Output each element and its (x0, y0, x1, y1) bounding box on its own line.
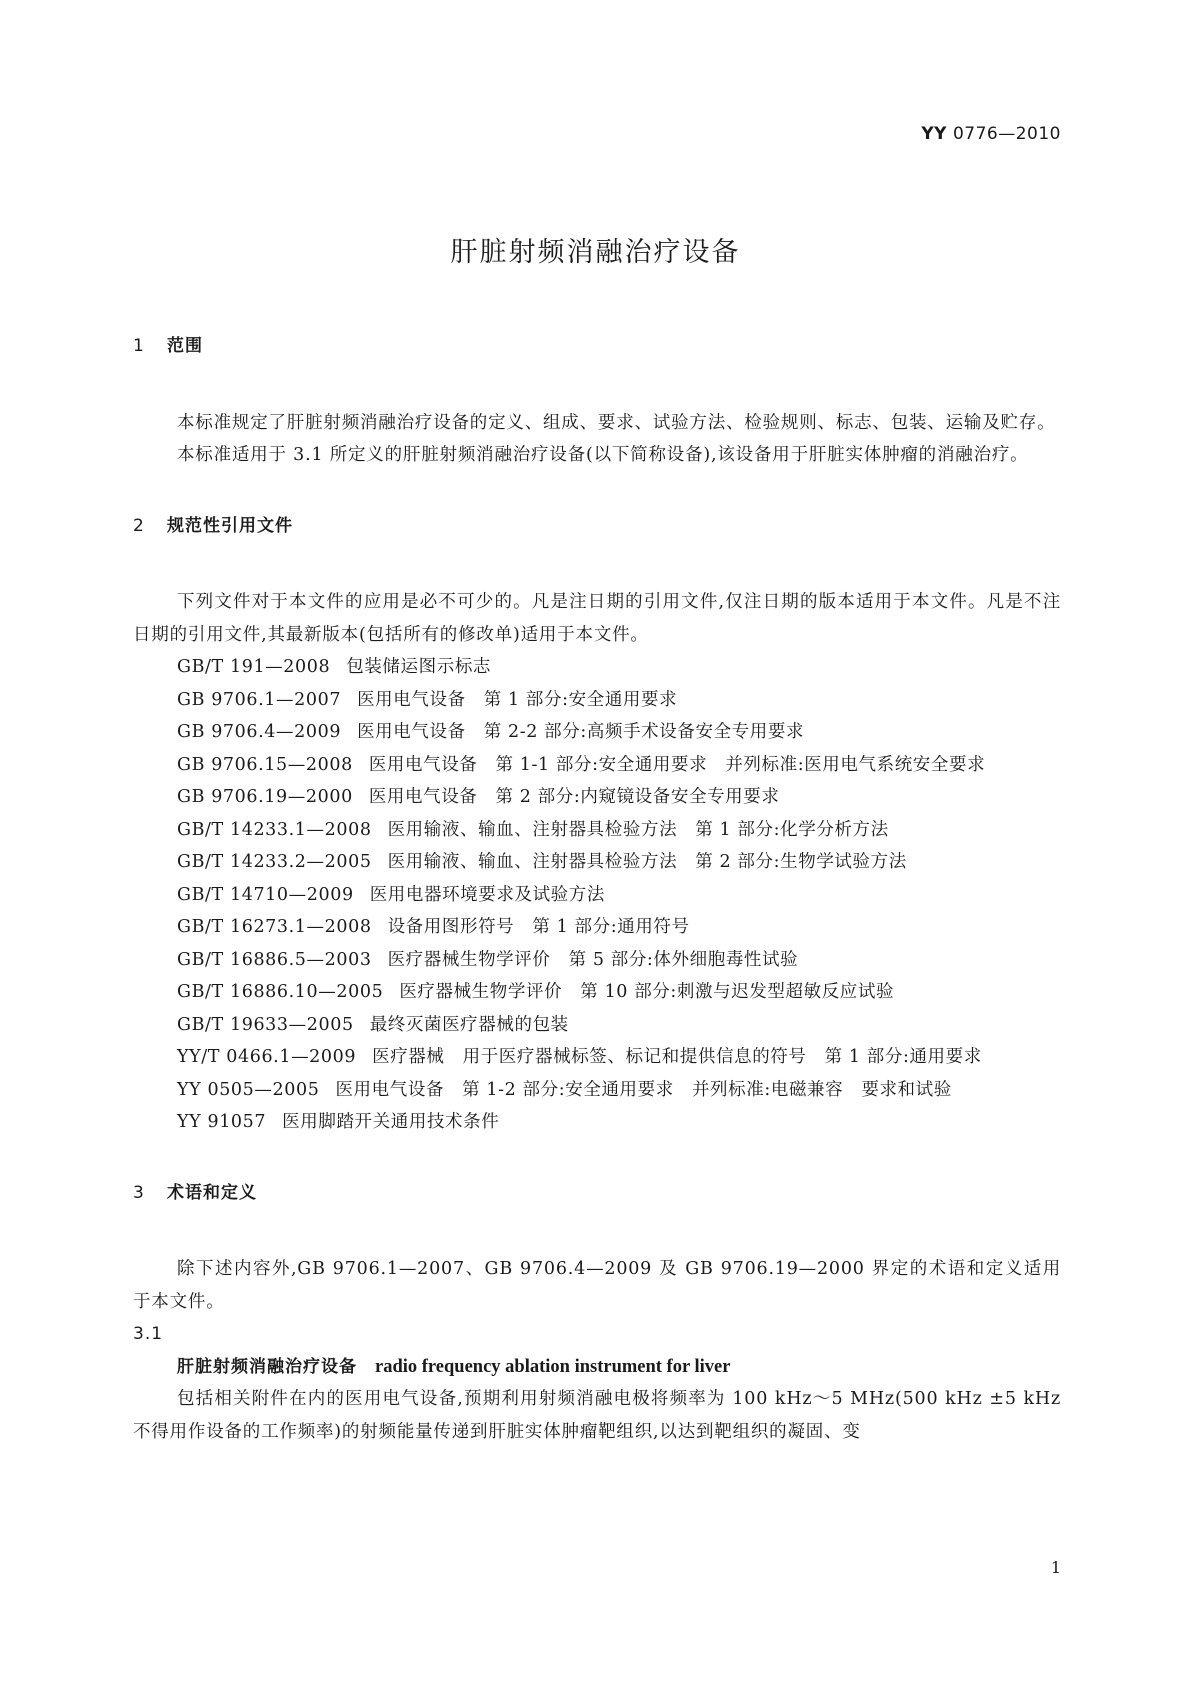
section-title: 规范性引用文件 (167, 515, 293, 536)
reference-code: GB/T 14233.1—2008 (177, 819, 372, 840)
reference-item (133, 716, 1061, 749)
reference-title: 医用电器环境要求及试验方法 (369, 884, 605, 905)
reference-title: 医用输液、输血、注射器具检验方法 第 1 部分:化学分析方法 (387, 819, 889, 840)
reference-item (133, 1106, 1061, 1139)
paragraph: 本标准适用于 3.1 所定义的肝脏射频消融治疗设备(以下简称设备),该设备用于肝脏实体肿瘤的消融治疗。 (177, 445, 1029, 465)
reference-code: YY/T 0466.1—2009 (177, 1047, 357, 1067)
reference-title: 医疗器械生物学评价 第 10 部分:刺激与迟发型超敏反应试验 (399, 982, 895, 1002)
reference-code: YY 91057 (177, 1112, 267, 1132)
reference-title: 医用输液、输血、注射器具检验方法 第 2 部分:生物学试验方法 (387, 852, 907, 872)
section-number: 2 (133, 515, 145, 536)
reference-title: 设备用图形符号 第 1 部分:通用符号 (387, 917, 690, 937)
reference-title: 医用电气设备 第 2-2 部分:高频手术设备安全专用要求 (357, 722, 805, 742)
reference-code: GB 9706.15—2008 (177, 754, 353, 775)
reference-title: 医用电气设备 第 1-1 部分:安全通用要求 并列标准:医用电气系统安全要求 (368, 754, 986, 775)
reference-code: GB/T 19633—2005 (177, 1014, 354, 1035)
reference-item (133, 879, 1061, 912)
reference-code: YY 0505—2005 (177, 1079, 320, 1100)
reference-title: 医疗器械生物学评价 第 5 部分:体外细胞毒性试验 (387, 949, 799, 970)
reference-list (133, 651, 1061, 1139)
reference-item (133, 1009, 1061, 1042)
clause-number: 3.1 (133, 1324, 164, 1344)
term-entry (133, 1351, 1061, 1384)
reference-title: 医用电气设备 第 1-2 部分:安全通用要求 并列标准:电磁兼容 要求和试验 (335, 1079, 952, 1100)
reference-item (133, 749, 1061, 782)
reference-code: GB/T 16273.1—2008 (177, 917, 372, 937)
document-title: 肝脏射频消融治疗设备 (450, 237, 741, 268)
reference-code: GB/T 14233.2—2005 (177, 852, 372, 872)
reference-title: 医用电气设备 第 2 部分:内窥镜设备安全专用要求 (368, 787, 780, 807)
reference-item (133, 911, 1061, 944)
reference-code: GB/T 191—2008 (177, 657, 331, 677)
reference-item (133, 944, 1061, 977)
reference-code: GB/T 16886.10—2005 (177, 982, 384, 1002)
reference-item (133, 1041, 1061, 1074)
reference-item (133, 684, 1061, 717)
reference-title: 医疗器械 用于医疗器械标签、标记和提供信息的符号 第 1 部分:通用要求 (372, 1047, 982, 1067)
paragraph: 下列文件对于本文件的应用是必不可少的。凡是注日期的引用文件,仅注日期的版本适用于本文件。凡是不注日期的引用文件,其最新版本(包括所有的修改单)适用于本文件。 (133, 592, 1061, 645)
reference-item (133, 814, 1061, 847)
reference-code: GB/T 16886.5—2003 (177, 949, 372, 970)
term-english: radio frequency ablation instrument for liver (375, 1356, 731, 1377)
reference-code: GB/T 14710—2009 (177, 884, 354, 905)
section-heading-terms (133, 1177, 1061, 1210)
standard-code (921, 124, 1061, 144)
section-number: 3 (133, 1182, 145, 1203)
reference-code: GB 9706.19—2000 (177, 787, 353, 807)
reference-code: GB 9706.1—2007 (177, 689, 342, 710)
paragraph: 除下述内容外,GB 9706.1—2007、GB 9706.4—2009 及 GB 9706.19—2000 界定的术语和定义适用于本文件。 (133, 1259, 1061, 1312)
reference-item (133, 1074, 1061, 1107)
reference-item (133, 976, 1061, 1009)
section-title: 范围 (167, 336, 203, 356)
section-number: 1 (133, 336, 145, 356)
section-heading-normative-references (133, 510, 1061, 543)
term-definition: 包括相关附件在内的医用电气设备,预期利用射频消融电极将频率为 100 kHz～5 MHz(500 kHz ±5 kHz 不得用作设备的工作频率)的射频能量传递到肝脏实体肿瘤靶组织,以达到靶组织的凝固、变 (133, 1389, 1061, 1442)
term-chinese: 肝脏射频消融治疗设备 (177, 1356, 357, 1377)
reference-title: 最终灭菌医疗器械的包装 (369, 1014, 569, 1035)
reference-title: 医用脚踏开关通用技术条件 (282, 1112, 500, 1132)
standard-series: YY (921, 124, 947, 144)
page-number: 1 (1050, 1558, 1061, 1577)
paragraph: 本标准规定了肝脏射频消融治疗设备的定义、组成、要求、试验方法、检验规则、标志、包装、运输及贮存。 (177, 412, 1056, 433)
reference-item (133, 846, 1061, 879)
reference-code: GB 9706.4—2009 (177, 722, 342, 742)
standard-number: 0776—2010 (952, 124, 1061, 144)
reference-title: 医用电气设备 第 1 部分:安全通用要求 (357, 689, 678, 710)
reference-item (133, 651, 1061, 684)
reference-item (133, 781, 1061, 814)
document-body (133, 330, 1061, 1448)
reference-title: 包装储运图示标志 (346, 657, 492, 677)
section-heading-scope (133, 330, 1061, 363)
section-title: 术语和定义 (167, 1182, 257, 1203)
